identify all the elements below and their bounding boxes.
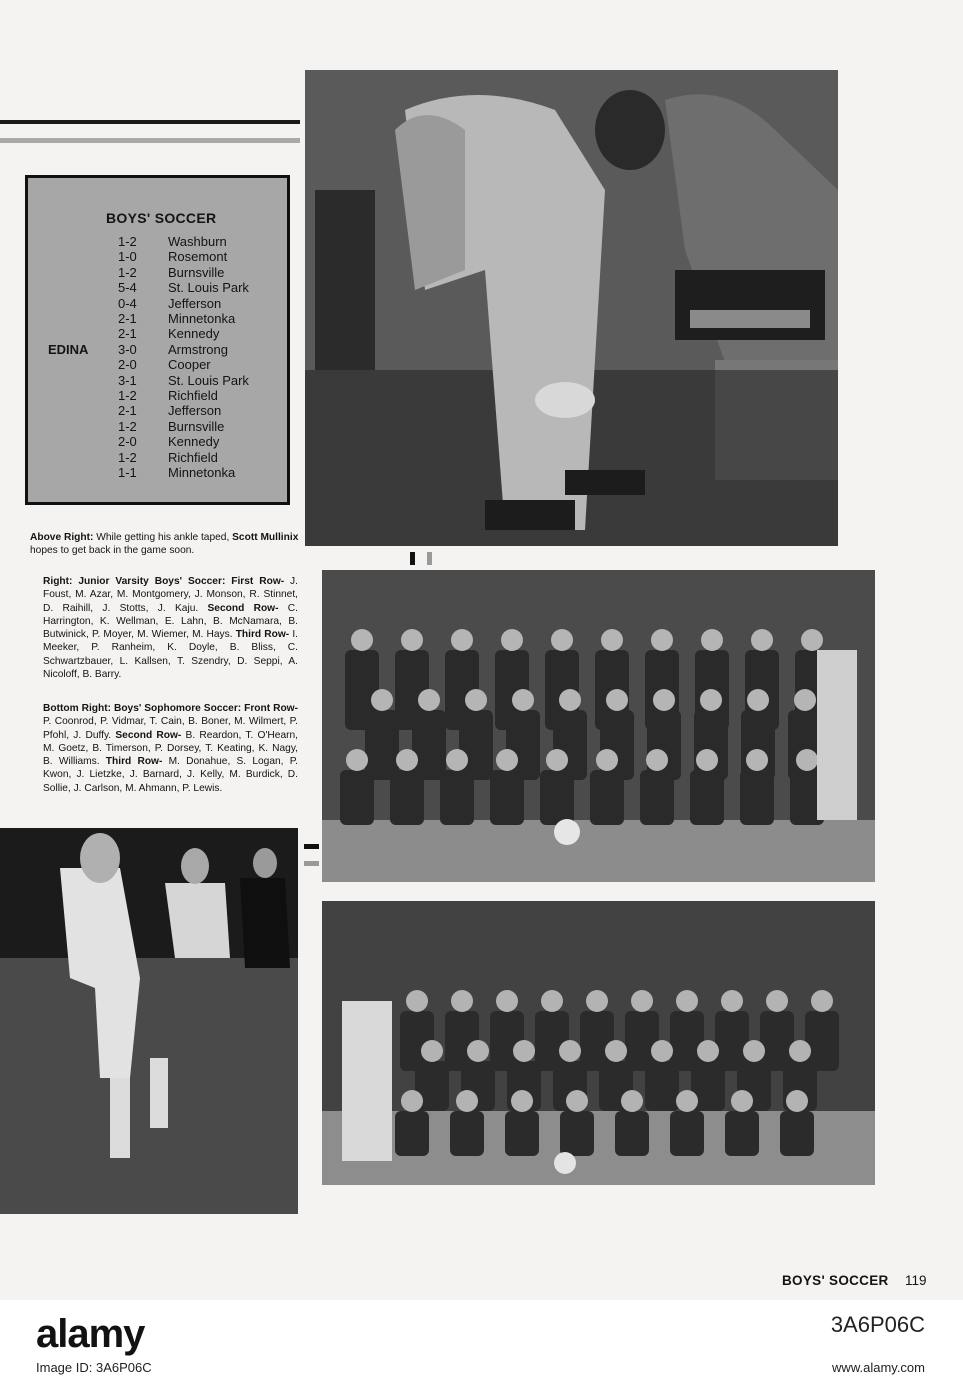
game-opponent: Kennedy [168, 326, 220, 342]
caption-above-right-text-1: While getting his ankle taped, [93, 532, 233, 543]
scoreboard-title: BOYS' SOCCER [106, 210, 217, 226]
game-opponent: Armstrong [168, 341, 228, 357]
stock-image-id: Image ID: 3A6P06C [36, 1360, 152, 1375]
photo-sophomore-team [322, 901, 875, 1185]
photo-jv-team [322, 570, 875, 882]
caption-soph-lead: Bottom Right: Boys' Sophomore Soccer: Front Row- [43, 703, 298, 714]
caption-above-right-text-2: hopes to get back in the game soon. [30, 545, 195, 557]
stock-banner [0, 1300, 963, 1390]
game-score: 0-4 [118, 295, 137, 311]
game-opponent: Jefferson [168, 403, 222, 419]
photo-game-action [0, 828, 298, 1214]
scoreboard-team: EDINA [48, 342, 89, 357]
game-opponent: Richfield [168, 449, 218, 465]
game-score: 2-0 [118, 357, 137, 373]
game-score: 2-1 [118, 311, 137, 327]
scoreboard-row [118, 434, 249, 449]
game-score: 1-2 [118, 264, 137, 280]
game-opponent: Rosemont [168, 249, 228, 265]
caption-jv-roster [43, 575, 298, 681]
game-opponent: St. Louis Park [168, 280, 249, 296]
game-opponent: Cooper [168, 357, 211, 373]
game-score: 1-2 [118, 388, 137, 404]
game-opponent: Minnetonka [168, 311, 236, 327]
scoreboard-row [118, 296, 249, 311]
header-rule-dark [0, 120, 300, 124]
game-score: 1-2 [118, 234, 137, 249]
scoreboard-row [118, 465, 249, 480]
game-opponent: Washburn [168, 234, 227, 249]
caption-above-right-name: Scott Mullinix [232, 532, 299, 543]
scoreboard-row [118, 326, 249, 341]
scoreboard-games [118, 234, 249, 481]
divider-mark-dark-2 [304, 844, 319, 849]
photo-ankle-taping-image [305, 70, 838, 546]
game-score: 1-2 [118, 418, 137, 434]
game-opponent: Jefferson [168, 295, 222, 311]
scoreboard-row [118, 311, 249, 326]
scoreboard-row [118, 357, 249, 372]
scoreboard-row [118, 419, 249, 434]
scoreboard-row [118, 249, 249, 264]
page-number: 119 [905, 1273, 927, 1288]
game-score: 1-2 [118, 449, 137, 465]
game-score: 5-4 [118, 280, 137, 296]
caption-above-right [30, 531, 300, 558]
caption-soph-row3: M. Donahue, S. Logan, P. Kwon, J. Lietzke, J. Barnard, J. Kelly, M. Burdick, D. Sollie, J. Carlson, M. Ahmann, P. Lewis. [43, 756, 299, 794]
scoreboard-row [118, 388, 249, 403]
caption-jv-row2-label: Second Row- [207, 602, 279, 614]
header-rule-gray [0, 138, 300, 143]
stock-logo: alamy [36, 1312, 145, 1356]
caption-soph-roster [43, 702, 298, 795]
stock-url: www.alamy.com [832, 1360, 925, 1375]
game-opponent: Richfield [168, 388, 218, 404]
game-opponent: Burnsville [168, 418, 225, 434]
scoreboard-box [25, 175, 290, 505]
caption-jv-row2: C. Harrington, K. Wellman, E. Lahn, B. McNamara, B. Butwinick, P. Moyer, M. Wiemer, M. Hays. [43, 602, 298, 641]
scoreboard-row [118, 234, 249, 249]
caption-soph-row2-label: Second Row- [115, 729, 182, 741]
divider-mark-gray [427, 552, 432, 565]
scoreboard-row [118, 403, 249, 418]
caption-jv-row1: J. Foust, M. Azar, M. Montgomery, J. Monson, R. Stinnet, D. Raihill, J. Stotts, J. Kaju. [43, 576, 298, 614]
game-opponent: Kennedy [168, 434, 220, 450]
divider-mark-dark [410, 552, 415, 565]
scoreboard-row [118, 280, 249, 295]
game-score: 3-0 [118, 341, 137, 357]
caption-above-right-lead: Above Right: [30, 532, 94, 543]
game-score: 2-0 [118, 434, 137, 450]
scoreboard-row [118, 265, 249, 280]
caption-soph-row2: B. Reardon, T. O'Hearn, M. Goetz, B. Timerson, P. Dorsey, T. Keating, K. Nagy, B. Williams. [43, 729, 298, 768]
game-score: 3-1 [118, 372, 137, 388]
caption-jv-row3: I. Meeker, P. Ranheim, K. Doyle, B. Bliss, C. Schwartzbauer, L. Kallsen, T. Szendry, D. Seppi, A. Nicoloff, B. Barry. [43, 629, 298, 681]
divider-mark-gray-2 [304, 861, 319, 866]
caption-soph-row1: P. Coonrod, P. Vidmar, T. Cain, B. Boner, M. Wilmert, P. Pfohl, J. Duffy. [43, 716, 298, 741]
game-opponent: Burnsville [168, 264, 225, 280]
game-score: 1-1 [118, 465, 137, 481]
photo-jv-team-image [322, 570, 875, 882]
footer-section-title: BOYS' SOCCER [782, 1273, 889, 1288]
game-score: 1-0 [118, 249, 137, 265]
photo-sophomore-team-image [322, 901, 875, 1185]
photo-game-action-image [0, 828, 298, 1214]
scoreboard-row [118, 373, 249, 388]
game-score: 2-1 [118, 326, 137, 342]
game-opponent: St. Louis Park [168, 372, 249, 388]
game-score: 2-1 [118, 403, 137, 419]
photo-ankle-taping [305, 70, 838, 546]
caption-soph-row3-label: Third Row- [105, 756, 163, 768]
caption-jv-row3-label: Third Row- [235, 629, 290, 641]
stock-image-code: 3A6P06C [830, 1312, 925, 1337]
scoreboard-row [118, 450, 249, 465]
game-opponent: Minnetonka [168, 465, 236, 481]
caption-jv-lead: Right: Junior Varsity Boys' Soccer: First Row- [43, 576, 285, 587]
scoreboard-row [118, 342, 249, 357]
